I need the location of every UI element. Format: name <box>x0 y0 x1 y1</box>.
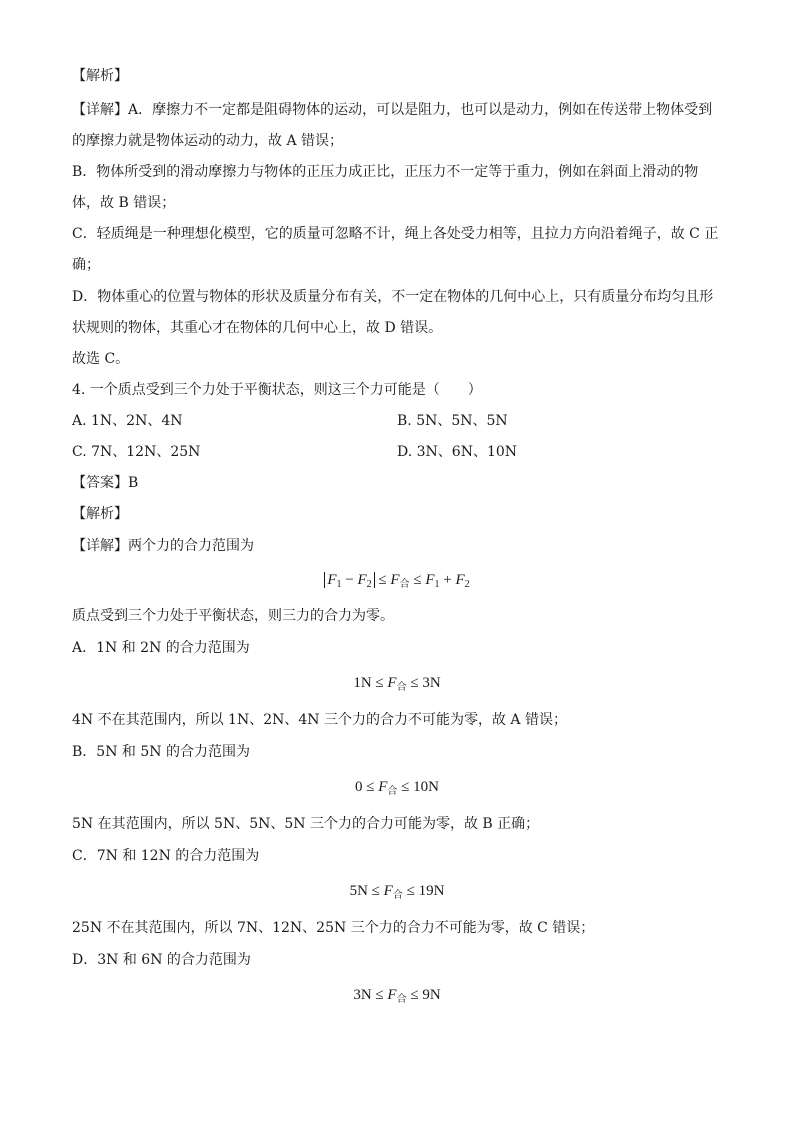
case-c-heading: C．7N 和 12N 的合力范围为 <box>72 848 260 864</box>
absolute-value: $F_1 - F_2$ <box>324 572 374 588</box>
case-b-formula: $0 \le F_合 \le 10N$ <box>355 779 439 797</box>
equilibrium-statement: 质点受到三个力处于平衡状态，则三力的合力为零。 <box>72 608 394 624</box>
case-d-heading: D．3N 和 6N 的合力范围为 <box>72 952 251 968</box>
detail-line-a-2: 的摩擦力就是物体运动的动力，故 A 错误； <box>72 133 344 149</box>
resultant-range-formula: $F_1 - F_2 \le F_合 \le F_1 + F_2$ <box>0 570 794 595</box>
option-d: D. 3N、6N、10N <box>397 444 518 460</box>
case-c-formula: $5N \le F_合 \le 19N$ <box>349 883 445 901</box>
analysis-heading-2: 【解析】 <box>72 506 128 522</box>
choice-conclusion: 故选 C。 <box>72 351 130 367</box>
option-b: B. 5N、5N、5N <box>397 413 508 429</box>
detail-line-d-1: D．物体重心的位置与物体的形状及质量分布有关，不一定在物体的几何中心上，只有质量分布均匀且形 <box>72 289 714 305</box>
detail-line-c-1: C．轻质绳是一种理想化模型，它的质量可忽略不计，绳上各处受力相等，且拉力方向沿着绳子，故 C 正 <box>72 226 719 242</box>
detail-line-b-2: 体，故 B 错误； <box>72 195 176 211</box>
case-d-formula: $3N \le F_合 \le 9N$ <box>353 987 441 1005</box>
case-b-note: 5N 在其范围内，所以 5N、5N、5N 三个力的合力可能为零，故 B 正确； <box>72 816 540 832</box>
detail-line-b-1: B．物体所受到的滑动摩擦力与物体的正压力成正比，正压力不一定等于重力，例如在斜面上滑动的物 <box>72 164 699 180</box>
case-a-heading: A．1N 和 2N 的合力范围为 <box>72 640 250 656</box>
case-a-formula: $1N \le F_合 \le 3N$ <box>353 675 441 693</box>
case-c-note: 25N 不在其范围内，所以 7N、12N、25N 三个力的合力不可能为零，故 C 错误； <box>72 920 595 936</box>
detail-intro: 【详解】两个力的合力范围为 <box>72 538 254 554</box>
analysis-heading: 【解析】 <box>72 68 128 84</box>
option-c: C. 7N、12N、25N <box>72 444 201 460</box>
question-4-stem: 4. 一个质点受到三个力处于平衡状态，则这三个力可能是（ ） <box>72 382 482 398</box>
detail-line-a-1: 【详解】A．摩擦力不一定都是阻碍物体的运动，可以是阻力，也可以是动力，例如在传送带上物体受到 <box>72 102 713 118</box>
answer-line: 【答案】B <box>72 475 139 491</box>
detail-line-d-2: 状规则的物体，其重心才在物体的几何中心上，故 D 错误。 <box>72 320 443 336</box>
detail-line-c-2: 确； <box>72 257 100 273</box>
case-b-heading: B．5N 和 5N 的合力范围为 <box>72 744 250 760</box>
case-a-note: 4N 不在其范围内，所以 1N、2N、4N 三个力的合力不可能为零，故 A 错误； <box>72 712 567 728</box>
option-a: A. 1N、2N、4N <box>72 413 183 429</box>
